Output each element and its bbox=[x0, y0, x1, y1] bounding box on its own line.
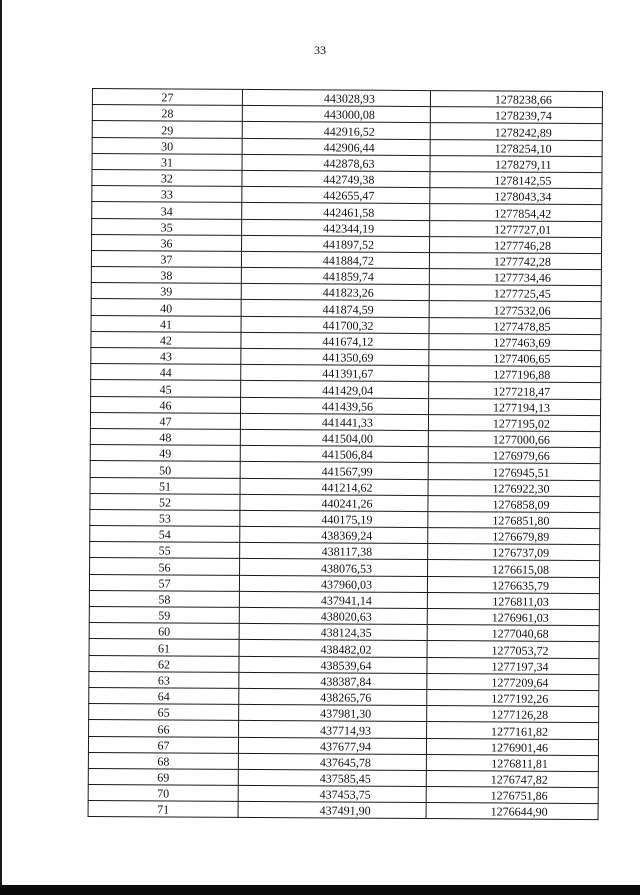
y-coordinate-cell: 1276644,90 bbox=[426, 803, 598, 820]
point-number-cell: 68 bbox=[88, 752, 238, 769]
point-number-cell: 36 bbox=[92, 234, 242, 251]
point-number-cell: 38 bbox=[91, 267, 241, 284]
y-coordinate-cell: 1276737,09 bbox=[428, 544, 600, 561]
y-coordinate-cell: 1278279,11 bbox=[430, 155, 602, 172]
x-coordinate-cell: 437981,30 bbox=[239, 705, 427, 722]
x-coordinate-cell: 442655,47 bbox=[242, 187, 430, 204]
x-coordinate-cell: 441884,72 bbox=[241, 251, 429, 268]
y-coordinate-cell: 1278254,10 bbox=[430, 139, 602, 156]
x-coordinate-cell: 441874,59 bbox=[241, 300, 429, 317]
point-number-cell: 61 bbox=[89, 639, 239, 656]
table-row bbox=[88, 801, 598, 820]
point-number-cell: 49 bbox=[90, 445, 240, 462]
y-coordinate-cell: 1277194,13 bbox=[429, 398, 601, 415]
point-number-cell: 64 bbox=[89, 687, 239, 704]
y-coordinate-cell: 1277218,47 bbox=[429, 382, 601, 399]
x-coordinate-cell: 441567,99 bbox=[240, 462, 428, 479]
point-number-cell: 41 bbox=[91, 315, 241, 332]
point-number-cell: 59 bbox=[89, 606, 239, 623]
y-coordinate-cell: 1276851,80 bbox=[428, 511, 600, 528]
point-number-cell: 63 bbox=[89, 671, 239, 688]
point-number-cell: 50 bbox=[90, 461, 240, 478]
point-number-cell: 37 bbox=[91, 250, 241, 267]
y-coordinate-cell: 1276751,86 bbox=[426, 787, 598, 804]
point-number-cell: 52 bbox=[90, 493, 240, 510]
point-number-cell: 31 bbox=[92, 153, 242, 170]
point-number-cell: 54 bbox=[90, 526, 240, 543]
x-coordinate-cell: 437645,78 bbox=[238, 753, 426, 770]
y-coordinate-cell: 1276811,81 bbox=[426, 754, 598, 771]
y-coordinate-cell: 1277727,01 bbox=[430, 220, 602, 237]
y-coordinate-cell: 1278239,74 bbox=[430, 107, 602, 124]
x-coordinate-cell: 441214,62 bbox=[240, 478, 428, 495]
y-coordinate-cell: 1277734,46 bbox=[429, 269, 601, 286]
y-coordinate-cell: 1277209,64 bbox=[427, 673, 599, 690]
point-number-cell: 57 bbox=[89, 574, 239, 591]
point-number-cell: 35 bbox=[92, 218, 242, 235]
point-number-cell: 66 bbox=[89, 720, 239, 737]
y-coordinate-cell: 1277197,34 bbox=[427, 657, 599, 674]
coordinates-table bbox=[88, 88, 603, 821]
y-coordinate-cell: 1276901,46 bbox=[426, 738, 598, 755]
y-coordinate-cell: 1276615,08 bbox=[428, 560, 600, 577]
y-coordinate-cell: 1277854,42 bbox=[430, 204, 602, 221]
coordinates-table-container bbox=[88, 88, 602, 821]
x-coordinate-cell: 441504,00 bbox=[240, 429, 428, 446]
x-coordinate-cell: 437491,90 bbox=[238, 802, 426, 819]
x-coordinate-cell: 441391,67 bbox=[241, 365, 429, 382]
y-coordinate-cell: 1278238,66 bbox=[430, 91, 602, 108]
point-number-cell: 46 bbox=[91, 396, 241, 413]
y-coordinate-cell: 1277746,28 bbox=[430, 236, 602, 253]
point-number-cell: 39 bbox=[91, 283, 241, 300]
point-number-cell: 33 bbox=[92, 186, 242, 203]
x-coordinate-cell: 441897,52 bbox=[242, 235, 430, 252]
y-coordinate-cell: 1276747,82 bbox=[426, 770, 598, 787]
x-coordinate-cell: 438076,53 bbox=[240, 559, 428, 576]
point-number-cell: 56 bbox=[90, 558, 240, 575]
y-coordinate-cell: 1278142,55 bbox=[430, 172, 602, 189]
y-coordinate-cell: 1276922,30 bbox=[428, 479, 600, 496]
y-coordinate-cell: 1277126,28 bbox=[427, 706, 599, 723]
point-number-cell: 60 bbox=[89, 623, 239, 640]
y-coordinate-cell: 1276811,03 bbox=[427, 592, 599, 609]
point-number-cell: 27 bbox=[92, 89, 242, 106]
y-coordinate-cell: 1276858,09 bbox=[428, 495, 600, 512]
point-number-cell: 58 bbox=[89, 590, 239, 607]
point-number-cell: 34 bbox=[92, 202, 242, 219]
x-coordinate-cell: 441859,74 bbox=[241, 267, 429, 284]
page-number: 33 bbox=[314, 43, 326, 57]
x-coordinate-cell: 441429,04 bbox=[241, 381, 429, 398]
y-coordinate-cell: 1277463,69 bbox=[429, 333, 601, 350]
y-coordinate-cell: 1277000,66 bbox=[428, 430, 600, 447]
point-number-cell: 51 bbox=[90, 477, 240, 494]
y-coordinate-cell: 1277406,65 bbox=[429, 350, 601, 367]
x-coordinate-cell: 442461,58 bbox=[242, 203, 430, 220]
point-number-cell: 42 bbox=[91, 331, 241, 348]
x-coordinate-cell: 437453,75 bbox=[238, 785, 426, 802]
y-coordinate-cell: 1278043,34 bbox=[430, 188, 602, 205]
point-number-cell: 71 bbox=[88, 801, 238, 818]
x-coordinate-cell: 441674,12 bbox=[241, 332, 429, 349]
x-coordinate-cell: 443028,93 bbox=[242, 89, 430, 106]
point-number-cell: 70 bbox=[88, 785, 238, 802]
x-coordinate-cell: 438020,63 bbox=[239, 607, 427, 624]
scan-edge-bottom bbox=[0, 885, 640, 895]
point-number-cell: 40 bbox=[91, 299, 241, 316]
x-coordinate-cell: 442916,52 bbox=[242, 122, 430, 139]
point-number-cell: 32 bbox=[92, 169, 242, 186]
x-coordinate-cell: 443000,08 bbox=[242, 106, 430, 123]
y-coordinate-cell: 1278242,89 bbox=[430, 123, 602, 140]
x-coordinate-cell: 438539,64 bbox=[239, 656, 427, 673]
x-coordinate-cell: 438265,76 bbox=[239, 688, 427, 705]
point-number-cell: 53 bbox=[90, 509, 240, 526]
point-number-cell: 47 bbox=[90, 412, 240, 429]
coordinates-table-body bbox=[88, 89, 602, 821]
y-coordinate-cell: 1276945,51 bbox=[428, 463, 600, 480]
x-coordinate-cell: 440241,26 bbox=[240, 494, 428, 511]
y-coordinate-cell: 1277040,68 bbox=[427, 625, 599, 642]
point-number-cell: 44 bbox=[91, 364, 241, 381]
x-coordinate-cell: 438117,38 bbox=[240, 543, 428, 560]
point-number-cell: 28 bbox=[92, 105, 242, 122]
x-coordinate-cell: 441700,32 bbox=[241, 316, 429, 333]
x-coordinate-cell: 441350,69 bbox=[241, 348, 429, 365]
scan-edge-left bbox=[0, 0, 2, 895]
y-coordinate-cell: 1277196,88 bbox=[429, 366, 601, 383]
point-number-cell: 29 bbox=[92, 121, 242, 138]
point-number-cell: 48 bbox=[90, 428, 240, 445]
y-coordinate-cell: 1277053,72 bbox=[427, 641, 599, 658]
x-coordinate-cell: 442878,63 bbox=[242, 154, 430, 171]
x-coordinate-cell: 437941,14 bbox=[239, 591, 427, 608]
point-number-cell: 67 bbox=[88, 736, 238, 753]
point-number-cell: 62 bbox=[89, 655, 239, 672]
x-coordinate-cell: 441439,56 bbox=[241, 397, 429, 414]
y-coordinate-cell: 1277532,06 bbox=[429, 301, 601, 318]
x-coordinate-cell: 437585,45 bbox=[238, 769, 426, 786]
y-coordinate-cell: 1277192,26 bbox=[427, 689, 599, 706]
y-coordinate-cell: 1277725,45 bbox=[429, 285, 601, 302]
x-coordinate-cell: 441441,33 bbox=[240, 413, 428, 430]
x-coordinate-cell: 442344,19 bbox=[242, 219, 430, 236]
y-coordinate-cell: 1277742,28 bbox=[429, 252, 601, 269]
x-coordinate-cell: 438387,84 bbox=[239, 672, 427, 689]
x-coordinate-cell: 438369,24 bbox=[240, 526, 428, 543]
x-coordinate-cell: 437960,03 bbox=[239, 575, 427, 592]
y-coordinate-cell: 1276679,89 bbox=[428, 528, 600, 545]
point-number-cell: 45 bbox=[91, 380, 241, 397]
y-coordinate-cell: 1276961,03 bbox=[427, 609, 599, 626]
x-coordinate-cell: 438124,35 bbox=[239, 624, 427, 641]
point-number-cell: 30 bbox=[92, 137, 242, 154]
x-coordinate-cell: 442749,38 bbox=[242, 170, 430, 187]
y-coordinate-cell: 1277161,82 bbox=[427, 722, 599, 739]
x-coordinate-cell: 442906,44 bbox=[242, 138, 430, 155]
y-coordinate-cell: 1276979,66 bbox=[428, 447, 600, 464]
x-coordinate-cell: 441506,84 bbox=[240, 446, 428, 463]
point-number-cell: 69 bbox=[88, 768, 238, 785]
y-coordinate-cell: 1277195,02 bbox=[428, 414, 600, 431]
point-number-cell: 65 bbox=[89, 704, 239, 721]
x-coordinate-cell: 438482,02 bbox=[239, 640, 427, 657]
x-coordinate-cell: 437677,94 bbox=[238, 737, 426, 754]
x-coordinate-cell: 437714,93 bbox=[239, 721, 427, 738]
y-coordinate-cell: 1276635,79 bbox=[427, 576, 599, 593]
point-number-cell: 55 bbox=[90, 542, 240, 559]
y-coordinate-cell: 1277478,85 bbox=[429, 317, 601, 334]
x-coordinate-cell: 440175,19 bbox=[240, 510, 428, 527]
point-number-cell: 43 bbox=[91, 347, 241, 364]
x-coordinate-cell: 441823,26 bbox=[241, 284, 429, 301]
